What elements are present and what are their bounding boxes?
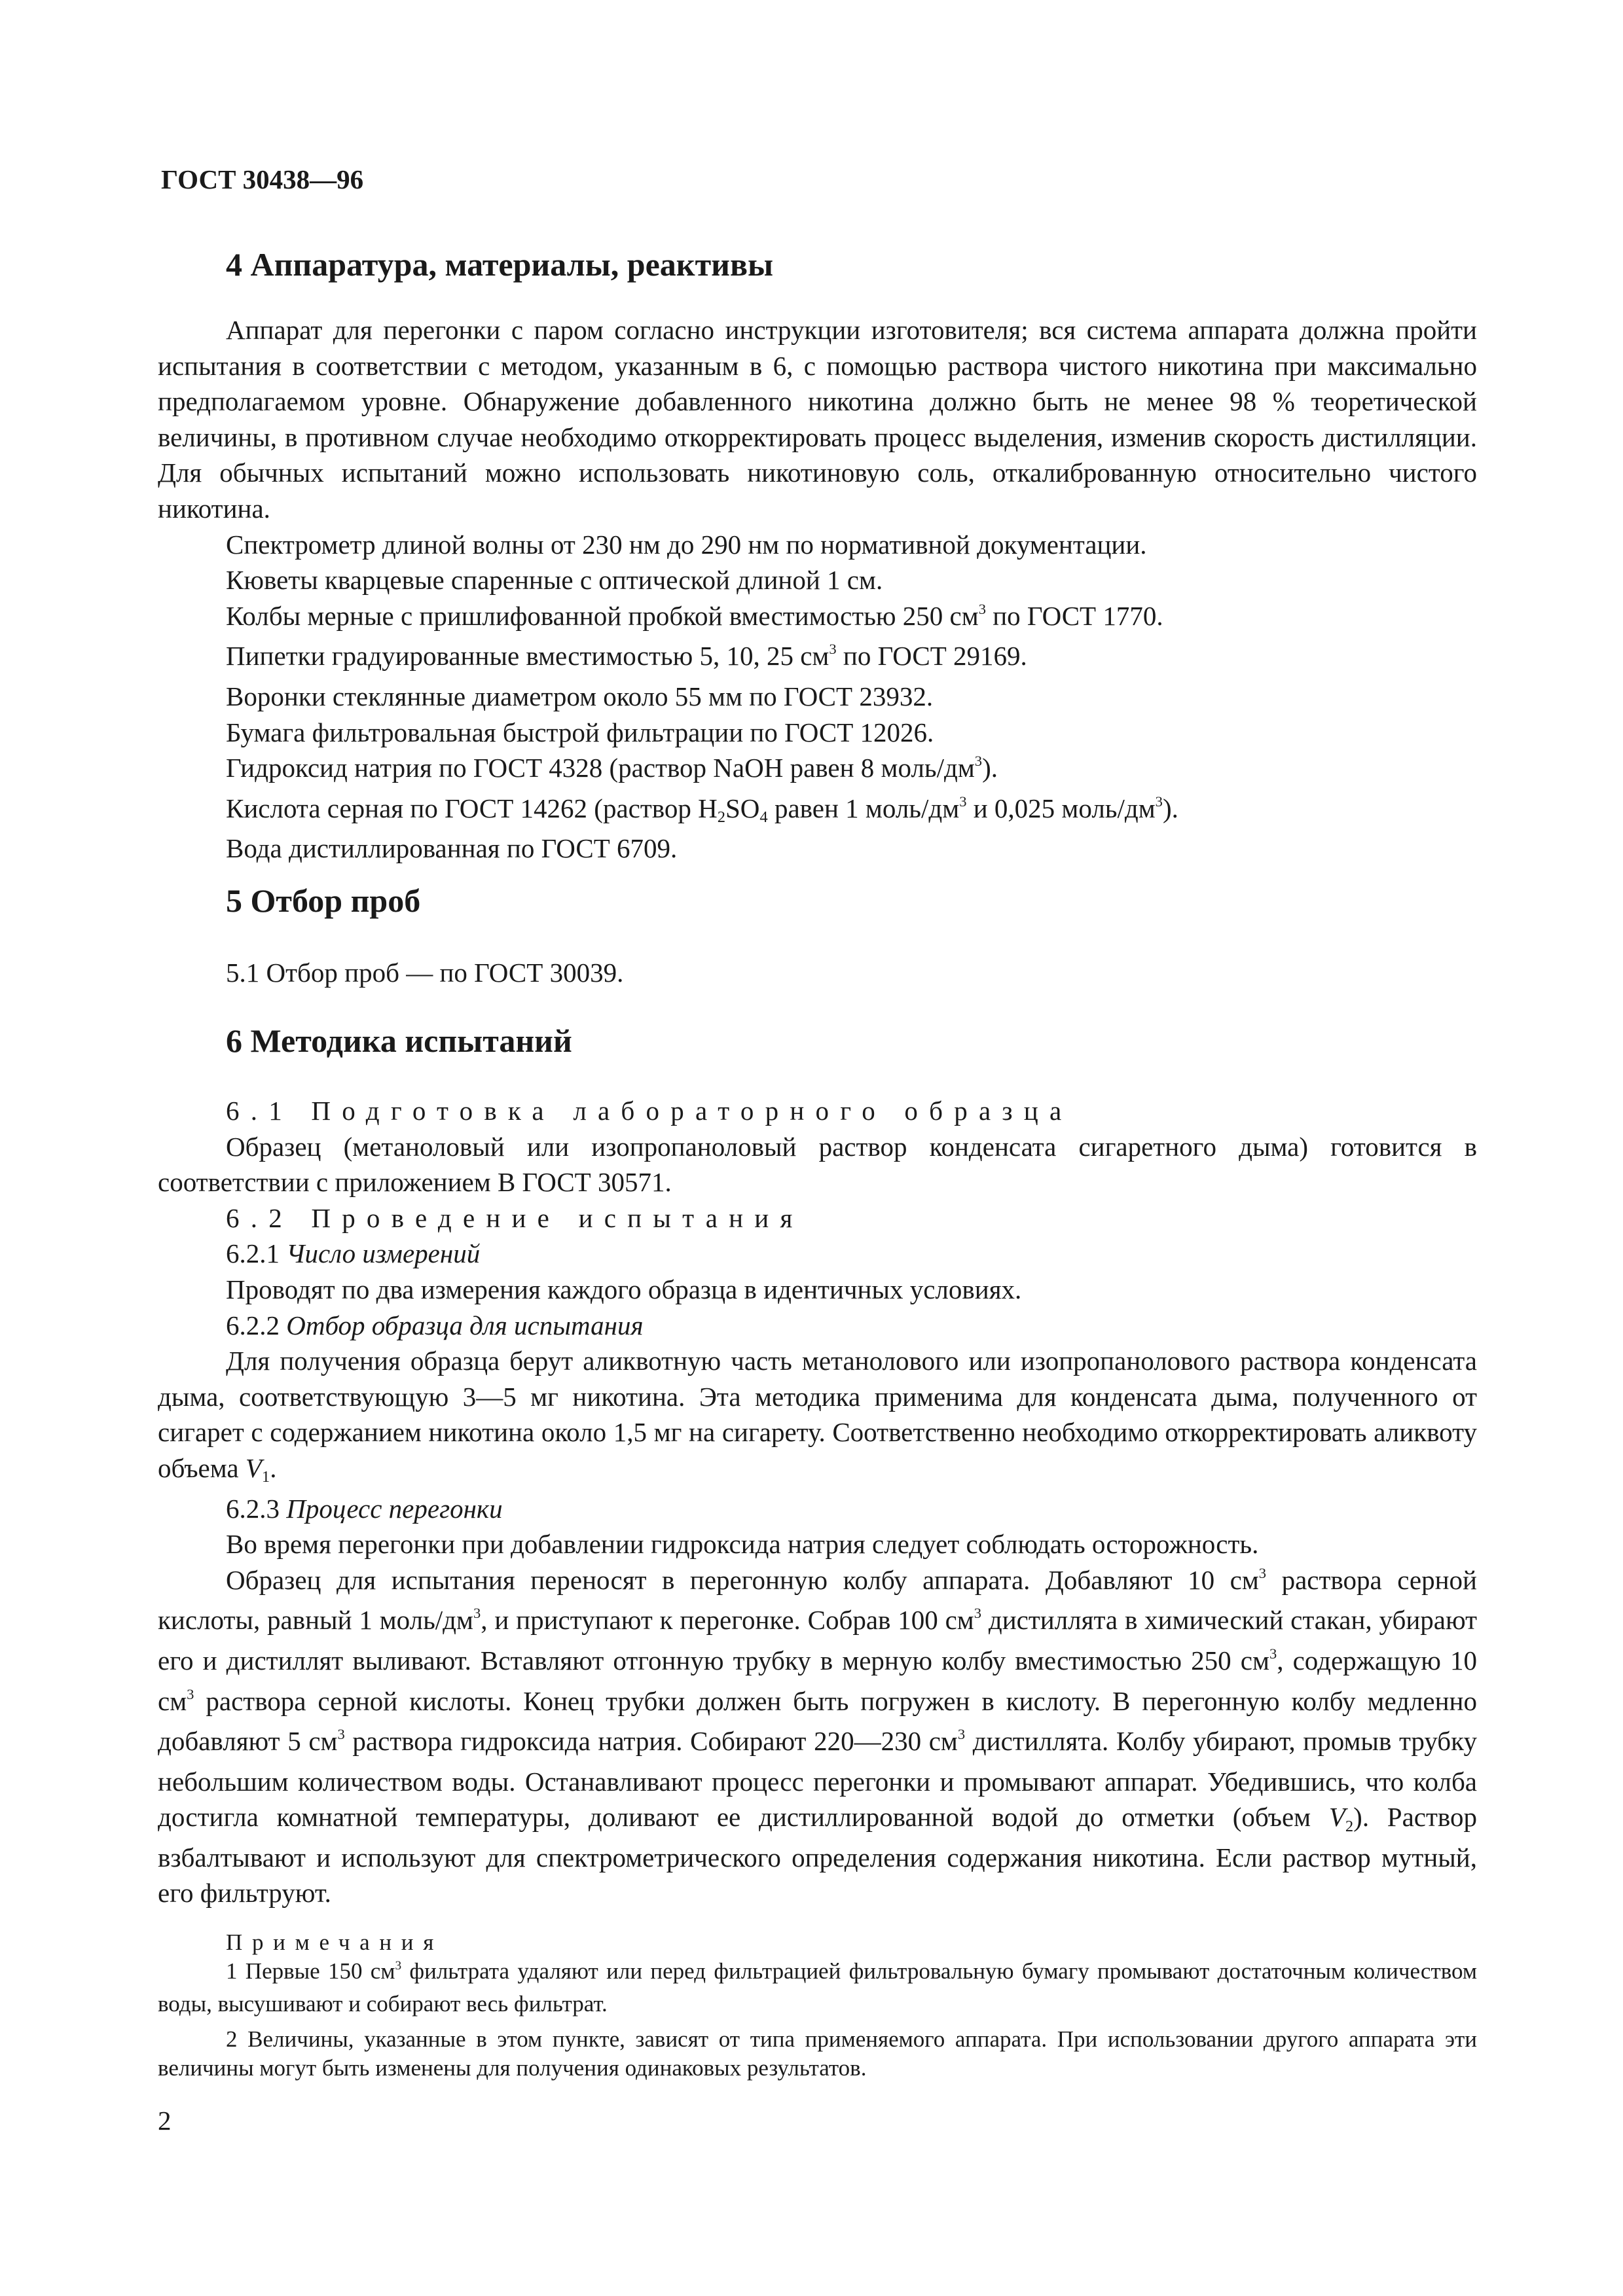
notes-block <box>158 1928 1477 2083</box>
item-spectrometer: Спектрометр длиной волны от 230 нм до 290 нм по нормативной документации. <box>226 529 1147 560</box>
note-1: 1 Первые 150 $см^3$ фильтрата удаляют или перед фильтрацией фильтровальную бумагу промывают достаточным количеством воды, высушивают и собирают весь фильтрат. <box>158 1958 1477 2017</box>
section-6-1-title: 6.1 Подготовка лабораторного образца <box>226 1096 1073 1126</box>
section-5-body <box>158 955 1477 991</box>
note-2: 2 Величины, указанные в этом пункте, зависят от типа применяемого аппарата. При использовании другого аппарата эти величины могут быть изменены для получения одинаковых результатов. <box>158 2026 1477 2081</box>
section-6-2-title: 6.2 Проведение испытания <box>226 1202 804 1233</box>
item-distilled-water: Вода дистиллированная по ГОСТ 6709. <box>226 833 678 864</box>
item-flasks: Колбы мерные с пришлифованной пробкой вместимостью 250 $см^3$ по ГОСТ 1770. <box>226 600 1163 631</box>
document-code: ГОСТ 30438—96 <box>161 164 364 194</box>
item-pipettes: Пипетки градуированные вместимостью 5, 10, 25 $см^3$ по ГОСТ 29169. <box>226 641 1027 672</box>
section-6-body <box>158 1093 1477 1911</box>
section-6-2-3-caution: Во время перегонки при добавлении гидроксида натрия следует соблюдать осторожность. <box>226 1529 1259 1560</box>
section-6-2-2-title: 6.2.2 Отбор образца для испытания <box>226 1310 644 1340</box>
section-4-intro: Аппарат для перегонки с паром согласно инструкции изготовителя; вся система аппарата должна пройти испытания в соответствии с методом, указанным в 6, с помощью раствора чистого никотина при максимально предполагаемом уровне. Обнаружение добавленного никотина должно быть не менее 98 % теоретической величины, в противном случае необходимо откорректировать процесс выделения, изменив скорость дистилляции. Для обычных испытаний можно использовать никотиновую соль, откалиброванную относительно чистого никотина. <box>158 315 1477 524</box>
section-6-heading: 6 Методика испытаний <box>226 1022 572 1059</box>
section-4-body <box>158 312 1477 867</box>
section-4-heading: 4 Аппаратура, материалы, реактивы <box>226 246 773 283</box>
item-sodium-hydroxide: Гидроксид натрия по ГОСТ 4328 (раствор NaOH равен 8 моль/$дм^3$). <box>226 753 998 783</box>
section-5-1-text: 5.1 Отбор проб — по ГОСТ 30039. <box>226 958 624 988</box>
notes-title: Примечания <box>226 1929 444 1955</box>
item-filter-paper: Бумага фильтровальная быстрой фильтрации по ГОСТ 12026. <box>226 717 934 747</box>
section-6-2-1-text: Проводят по два измерения каждого образца в идентичных условиях. <box>226 1274 1022 1304</box>
section-6-2-3-procedure: Образец для испытания переносят в перегонную колбу аппарата. Добавляют 10 $см^3$ раствора серной кислоты, равный 1 моль/$дм^3$, и приступают к перегонке. Собрав 100 $см^3$ дистиллята в химический стакан, убирают его и дистиллят выливают. Вставляют отгонную трубку в мерную колбу вместимостью 250 $см^3$, содержащую 10 $см^3$ раствора серной кислоты. Конец трубки должен быть погружен в кислоту. В перегонную колбу медленно добавляют 5 $см^3$ раствора гидроксида натрия. Собирают 220—230 $см^3$ дистиллята. Колбу убирают, промыв трубку небольшим количеством воды. Останавливают процесс перегонки и промывают аппарат. Убедившись, что колба достигла комнатной температуры, доливают ее дистиллированной водой до отметки (объем $V_2$). Раствор взбалтывают и используют для спектрометрического определения содержания никотина. Если раствор мутный, его фильтруют. <box>158 1564 1477 1909</box>
section-5-heading: 5 Отбор проб <box>226 882 421 919</box>
item-funnels: Воронки стеклянные диаметром около 55 мм по ГОСТ 23932. <box>226 681 934 711</box>
section-6-2-1-title: 6.2.1 Число измерений <box>226 1238 481 1269</box>
section-6-2-2-text: Для получения образца берут аликвотную часть метанолового или изопропанолового раствора конденсата дыма, соответствующую 3—5 мг никотина. Эта методика применима для конденсата дыма, полученного от сигарет с содержанием никотина около 1,5 мг на сигарету. Соответственно необходимо откорректировать аликвоту объема $V_1$. <box>158 1346 1477 1486</box>
item-sulfuric-acid: Кислота серная по ГОСТ 14262 (раствор $H_2SO_4$ равен 1 моль/$дм^3$ и 0,025 моль/$дм^3$). <box>226 793 1178 827</box>
item-cuvettes: Кюветы кварцевые спаренные с оптической длиной 1 см. <box>226 565 883 596</box>
section-6-2-3-title: 6.2.3 Процесс перегонки <box>226 1493 503 1524</box>
section-6-1-text: Образец (метаноловый или изопропаноловый раствор конденсата сигаретного дыма) готовится в соответствии с приложением В ГОСТ 30571. <box>158 1131 1477 1198</box>
page-number: 2 <box>158 2106 172 2136</box>
